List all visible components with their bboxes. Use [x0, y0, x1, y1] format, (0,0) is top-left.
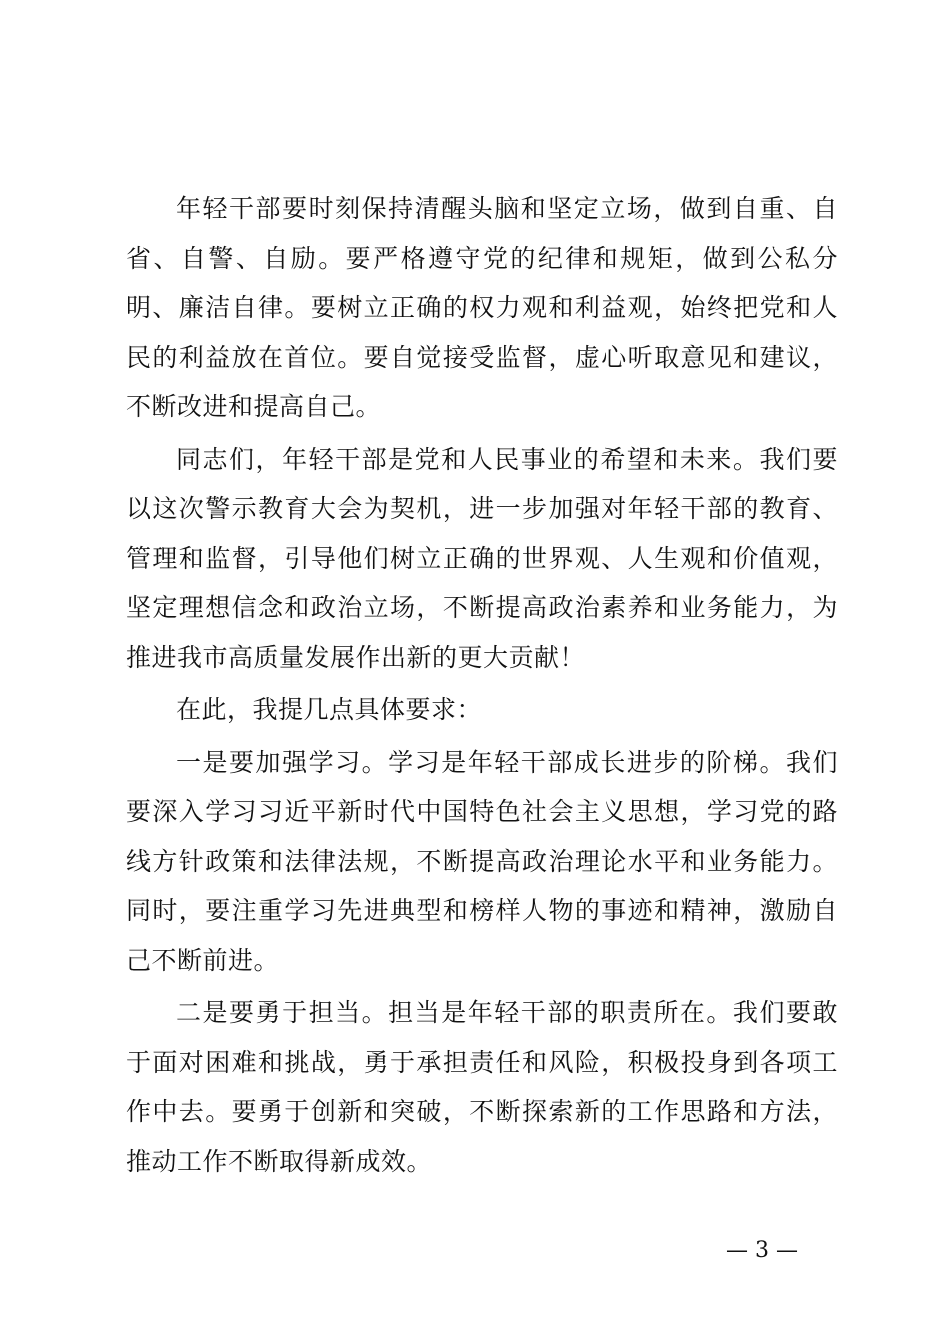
- paragraph-requirements-intro: 在此，我提几点具体要求：: [176, 695, 483, 724]
- paragraph-requirement-responsibility: 二是要勇于担当。担当是年轻干部的职责所在。我们要敢于面对困难和挑战，勇于承担责任和风险，积极投身到各项工作中去。要勇于创新和突破，不断探索新的工作思路和方法，推动工作不断取得新成效。: [126, 998, 838, 1176]
- paragraph-requirement-study: 一是要加强学习。学习是年轻干部成长进步的阶梯。我们要深入学习习近平新时代中国特色社会主义思想，学习党的路线方针政策和法律法规，不断提高政治理论水平和业务能力。同时，要注重学习先进典型和榜样人物的事迹和精神，激励自己不断前进。: [126, 747, 838, 975]
- paragraph-self-discipline: 年轻干部要时刻保持清醒头脑和坚定立场，做到自重、自省、自警、自励。要严格遵守党的纪律和规矩，做到公私分明、廉洁自律。要树立正确的权力观和利益观，始终把党和人民的利益放在首位。要自觉接受监督，虚心听取意见和建议，不断改进和提高自己。: [126, 194, 838, 421]
- page-number: — 3 —: [726, 1238, 798, 1263]
- paragraph-comrades: 同志们，年轻干部是党和人民事业的希望和未来。我们要以这次警示教育大会为契机，进一步加强对年轻干部的教育、管理和监督，引导他们树立正确的世界观、人生观和价值观，坚定理想信念和政治立场，不断提高政治素养和业务能力，为推进我市高质量发展作出新的更大贡献！: [126, 444, 838, 672]
- document-body: [126, 184, 838, 1186]
